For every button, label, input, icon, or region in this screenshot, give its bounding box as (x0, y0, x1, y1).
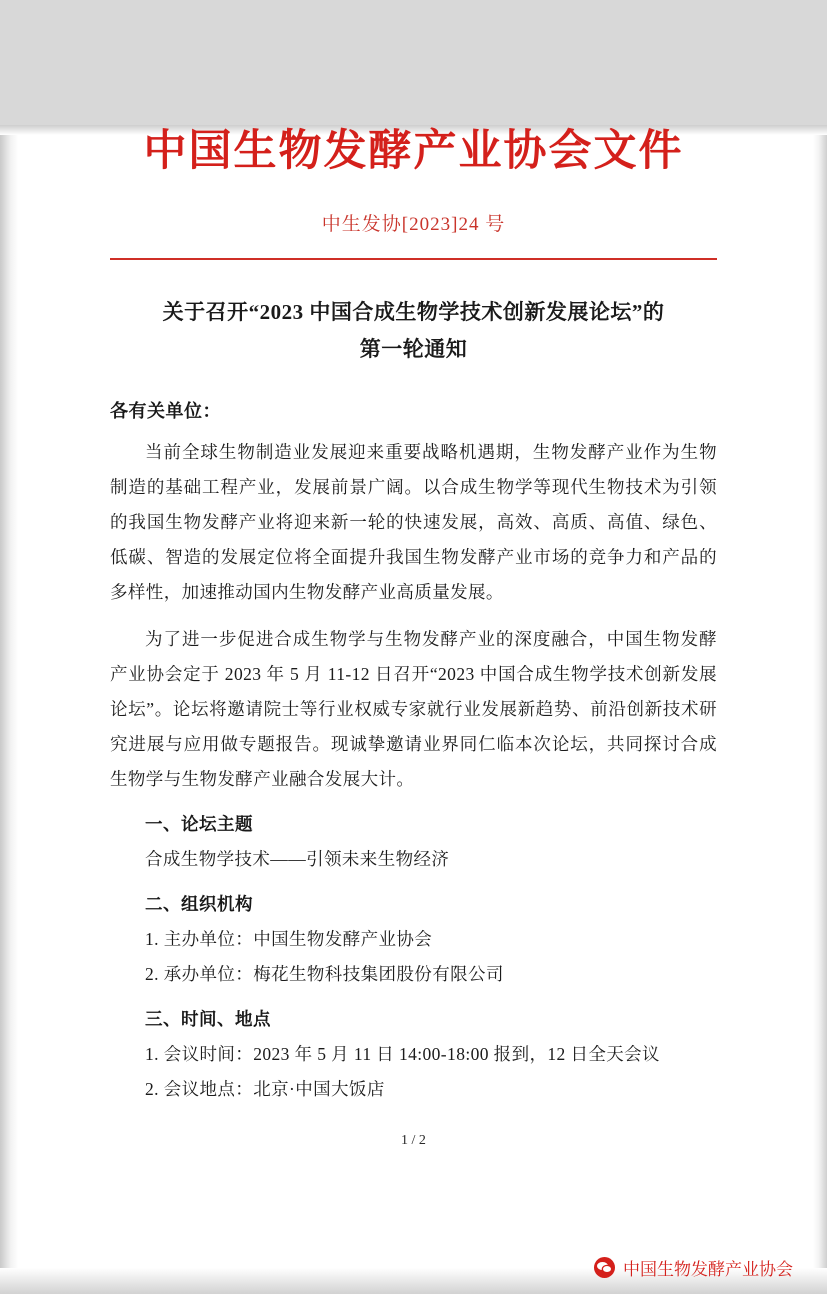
header-red-rule (110, 258, 717, 260)
document-number: 中生发协[2023]24 号 (321, 213, 506, 235)
document-subject (110, 294, 717, 368)
salutation: 各有关单位： (110, 401, 221, 422)
section-2-line-2: 2. 承办单位：梅花生物科技集团股份有限公司 (145, 964, 504, 985)
document-content (0, 125, 827, 1149)
page-number: 1 / 2 (401, 1133, 426, 1149)
document-page (0, 125, 827, 1294)
section-3-line-1: 1. 会议时间：2023 年 5 月 11 日 14:00-18:00 报到，12 日全天会议 (145, 1044, 660, 1065)
body-paragraph-1: 当前全球生物制造业发展迎来重要战略机遇期，生物发酵产业作为生物制造的基础工程产业，发展前景广阔。以合成生物学等现代生物技术为引领的我国生物发酵产业将迎来新一轮的快速发展，高效、高质、高值、绿色、低碳、智造的发展定位将全面提升我国生物发酵产业市场的竞争力和产品的多样性，加速推动国内生物发酵产业高质量发展。 (110, 442, 717, 603)
section-heading-1: 一、论坛主题 (145, 814, 253, 835)
section-heading-3: 三、时间、地点 (145, 1009, 271, 1030)
body-paragraph-2: 为了进一步促进合成生物学与生物发酵产业的深度融合，中国生物发酵产业协会定于 2023 年 5 月 11-12 日召开“2023 中国合成生物学技术创新发展论坛”。论坛将邀请院士等行业权威专家就行业发展新趋势、前沿创新技术研究进展与应用做专题报告。现诚挚邀请业界同仁临本次论坛，共同探讨合成生物学与生物发酵产业融合发展大计。 (110, 629, 717, 790)
subject-line-1: 关于召开“2023 中国合成生物学技术创新发展论坛”的 (162, 299, 665, 324)
wechat-icon (594, 1257, 615, 1278)
section-heading-2: 二、组织机构 (145, 894, 253, 915)
section-2-line-1: 1. 主办单位：中国生物发酵产业协会 (145, 929, 433, 950)
section-1-line-1: 合成生物学技术——引领未来生物经济 (145, 849, 450, 870)
footer-brand (594, 1255, 793, 1280)
footer-brand-label: 中国生物发酵产业协会 (623, 1260, 793, 1279)
section-3-line-2: 2. 会议地点：北京·中国大饭店 (145, 1079, 385, 1100)
subject-line-2: 第一轮通知 (359, 336, 468, 361)
document-title: 中国生物发酵产业协会文件 (143, 126, 684, 176)
